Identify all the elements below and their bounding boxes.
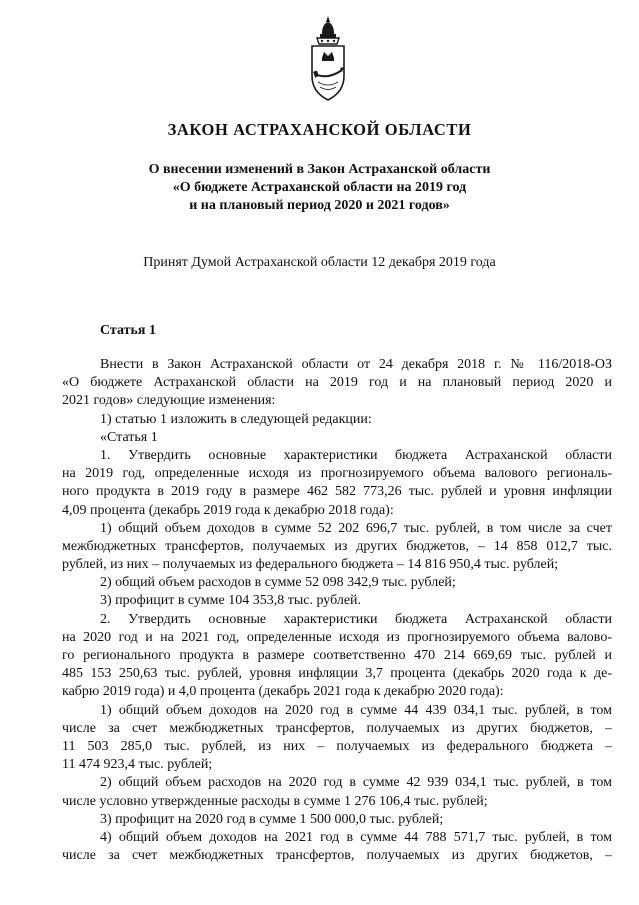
subtitle-line: О внесении изменений в Закон Астраханской области	[148, 162, 491, 177]
body-line: 11 503 285,0 тыс. рублей, из них – получаемых из федерального бюджета –	[62, 738, 612, 754]
article-body	[62, 356, 612, 865]
article-heading: Статья 1	[100, 323, 156, 338]
body-line: «О бюджете Астраханской области на 2019 год и на плановый период 2020 и	[62, 375, 612, 391]
body-line: 1. Утвердить основные характеристики бюджета Астраханской области	[100, 447, 612, 463]
body-line: Внести в Закон Астраханской области от 24 декабря 2018 г. № 116/2018-ОЗ	[100, 357, 612, 372]
body-line: 2. Утвердить основные характеристики бюджета Астраханской области	[100, 611, 612, 627]
coat-of-arms-icon	[300, 14, 356, 104]
body-line: 1) общий объем доходов в сумме 52 202 696,7 тыс. рублей, в том числе за счет	[100, 520, 612, 536]
body-line: го регионального продукта в размере соответственно 470 214 669,69 тыс. рублей и	[62, 648, 612, 663]
body-line: числе условно утвержденные расходы в сумме 1 276 106,4 тыс. рублей;	[62, 793, 488, 809]
body-line: числе за счет межбюджетных трансфертов, получаемых из других бюджетов, –	[62, 720, 612, 736]
body-line: на 2019 год, определенные исходя из прогнозируемого объема валового региональ-	[62, 466, 612, 482]
body-line: кабрю 2019 года) и 4,0 процента (декабрь 2021 года к декабрю 2020 года):	[62, 684, 504, 700]
body-line: 2) общий объем расходов на 2020 год в сумме 42 939 034,1 тыс. рублей, в том	[100, 775, 612, 791]
adoption-statement: Принят Думой Астраханской области 12 декабря 2019 года	[143, 255, 496, 270]
body-line: 3) профицит в сумме 104 353,8 тыс. рублей.	[100, 593, 362, 609]
body-line: 2021 годов» следующие изменения:	[62, 393, 276, 409]
subtitle-line: «О бюджете Астраханской области на 2019 год	[172, 180, 467, 195]
body-line: на 2020 год и на 2021 год, определенные исходя из прогнозируемого объема валово-	[62, 629, 612, 645]
body-line: 4) общий объем доходов на 2021 год в сумме 44 788 571,7 тыс. рублей, в том	[100, 829, 612, 845]
body-line: числе за счет межбюджетных трансфертов, получаемых из других бюджетов, –	[62, 848, 612, 864]
law-title: ЗАКОН АСТРАХАНСКОЙ ОБЛАСТИ	[167, 120, 472, 139]
body-line: 11 474 923,4 тыс. рублей;	[62, 757, 213, 773]
body-line: 3) профицит на 2020 год в сумме 1 500 000,0 тыс. рублей;	[100, 811, 444, 827]
body-line: рублей, из них – получаемых из федерального бюджета – 14 816 950,4 тыс. рублей;	[62, 557, 559, 573]
body-line: межбюджетных трансфертов, получаемых из других бюджетов, – 14 858 012,7 тыс.	[62, 538, 612, 554]
law-subtitle	[0, 161, 639, 215]
body-line: 2) общий объем расходов в сумме 52 098 342,9 тыс. рублей;	[100, 575, 456, 591]
body-line: 485 153 250,63 тыс. рублей, уровня инфляции 3,7 процента (декабрь 2020 года к де-	[62, 666, 612, 682]
subtitle-line: и на плановый период 2020 и 2021 годов»	[189, 198, 450, 213]
body-line: «Статья 1	[100, 429, 158, 445]
body-line: ного продукта в 2019 году в размере 462 582 773,26 тыс. рублей и уровня инфляции	[62, 484, 612, 500]
body-line: 1) статью 1 изложить в следующей редакции:	[100, 411, 372, 427]
body-line: 1) общий объем доходов на 2020 год в сумме 44 439 034,1 тыс. рублей, в том	[100, 702, 612, 718]
body-line: 4,09 процента (декабрь 2019 года к декабрю 2018 года):	[62, 502, 394, 518]
